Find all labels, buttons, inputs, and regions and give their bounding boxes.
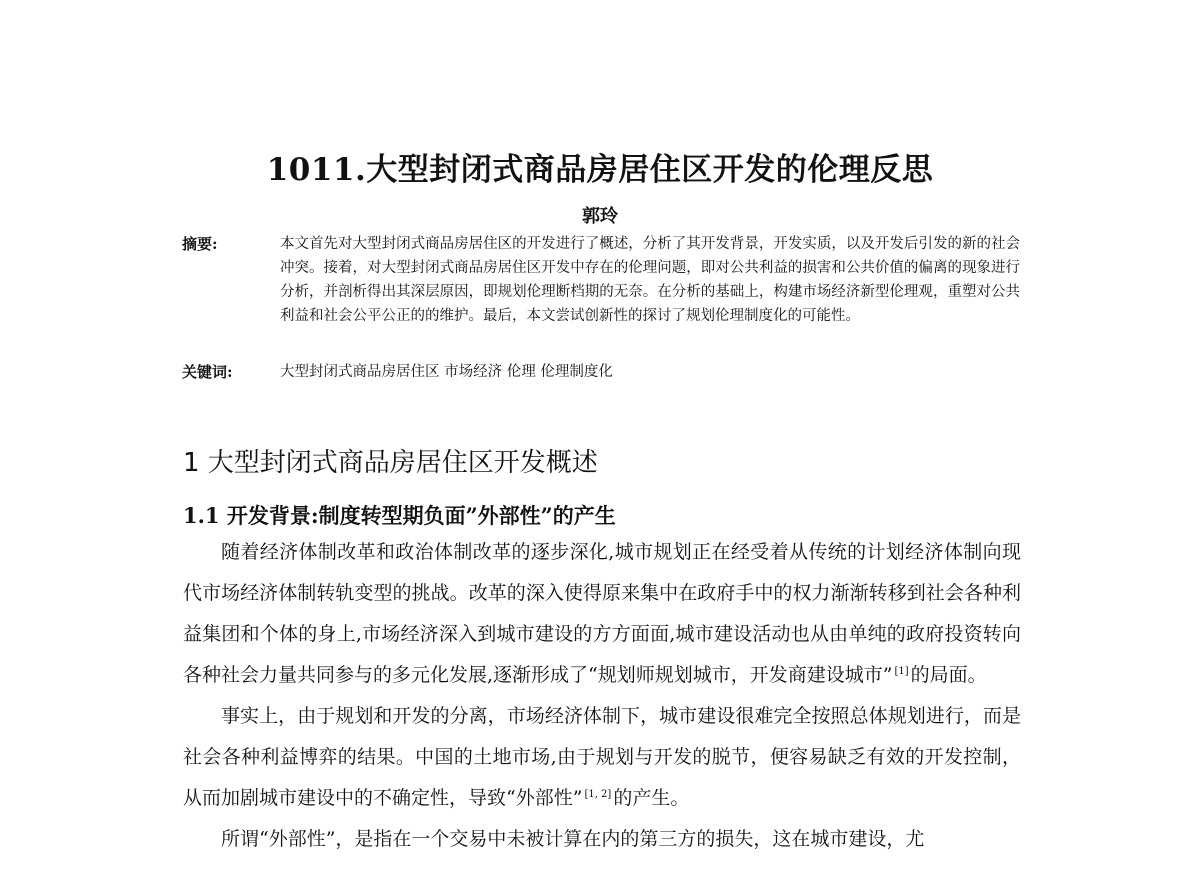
- abstract-text: 本文首先对大型封闭式商品房居住区的开发进行了概述，分析了其开发背景，开发实质，以及开发后引发的新的社会冲突。接着，对大型封闭式商品房居住区开发中存在的伦理问题，即对公共利益的损害和公共价值的偏离的现象进行分析，并剖析得出其深层原因，即规划伦理断档期的无奈。在分析的基础上，构建市场经济新型伦理观，重塑对公共利益和社会公平公正的的维护。最后，本文尝试创新性的探讨了规划伦理制度化的可能性。: [280, 236, 1020, 324]
- paragraph-text: 事实上，由于规划和开发的分离，市场经济体制下，城市建设很难完全按照总体规划进行，而是社会各种利益博弈的结果。中国的土地市场,由于规划与开发的脱节，便容易缺乏有效的开发控制，从而加剧城市建设中的不确定性，导致“外部性”: [183, 705, 1021, 809]
- paragraph-tail: 的局面。: [910, 664, 987, 686]
- paragraph-tail: 的产生。: [613, 787, 690, 809]
- section-heading: 1 大型封闭式商品房居住区开发概述: [183, 448, 598, 478]
- author-name: 郭玲: [582, 206, 618, 227]
- citation-ref: [1]: [894, 665, 909, 677]
- paragraph: [183, 696, 1021, 819]
- paragraph: [183, 532, 1021, 696]
- abstract-label: 摘要:: [182, 235, 218, 253]
- body-text: [183, 532, 1021, 860]
- paragraph: [183, 819, 1021, 860]
- paragraph-text: 所谓“外部性”，是指在一个交易中未被计算在内的第三方的损失，这在城市建设，尤: [221, 828, 925, 850]
- citation-ref: [1, 2]: [584, 788, 612, 800]
- keywords-text: 大型封闭式商品房居住区 市场经济 伦理 伦理制度化: [280, 364, 613, 380]
- keywords-label: 关键词:: [182, 363, 233, 381]
- subsection-heading: 1.1 开发背景:制度转型期负面”外部性”的产生: [183, 503, 616, 528]
- paper-title: 1011.大型封闭式商品房居住区开发的伦理反思: [266, 152, 934, 188]
- paragraph-text: 随着经济体制改革和政治体制改革的逐步深化,城市规划正在经受着从传统的计划经济体制向现代市场经济体制转轨变型的挑战。改革的深入使得原来集中在政府手中的权力渐渐转移到社会各种利益集团和个体的身上,市场经济深入到城市建设的方方面面,城市建设活动也从由单纯的政府投资转向各种社会力量共同参与的多元化发展,逐渐形成了“规划师规划城市，开发商建设城市”: [183, 541, 1021, 686]
